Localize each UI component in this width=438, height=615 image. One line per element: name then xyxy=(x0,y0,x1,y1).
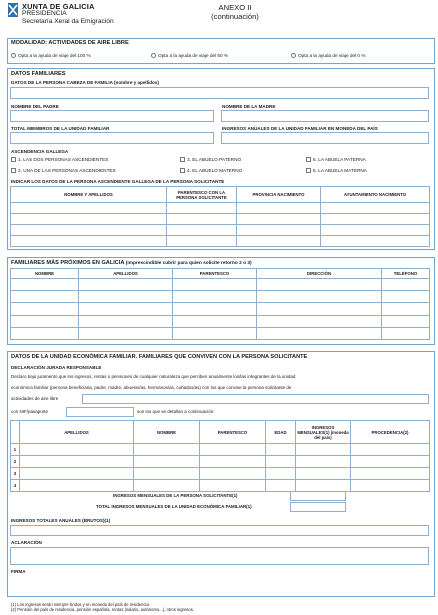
asc-checkbox-5[interactable] xyxy=(306,157,311,162)
proximos-subtitle: (imprescindible cubrir para quien solicite retorno 2 o 3) xyxy=(125,261,252,266)
col-header: PARENTESCO CON LA PERSONA SOLICITANTE xyxy=(167,187,237,203)
table-row xyxy=(11,303,430,315)
ingresos-anuales-label: INGRESOS ANUALES DE LA UNIDAD FAMILIAR EN MONEDA DEL PAÍS xyxy=(222,126,378,131)
table-row xyxy=(11,225,430,236)
proximos-table xyxy=(10,268,430,340)
familiares-title: DATOS FAMILIARES xyxy=(11,71,66,77)
org-department: PRESIDENCIA xyxy=(22,10,67,18)
table-row xyxy=(11,279,430,291)
ascendencia-label: ASCENDENCIA GALLEGA xyxy=(11,149,69,154)
head-label: DATOS DE LA PERSONA CABEZA DE FAMILIA (nombre y apellidos) xyxy=(11,80,159,85)
nif-field[interactable] xyxy=(66,407,134,417)
col-header: NOMBRE xyxy=(134,421,200,444)
col-header: TELÉFONO xyxy=(382,269,430,279)
col-header: EDAD xyxy=(266,421,296,444)
col-header: PARENTESCO xyxy=(200,421,266,444)
row-number: 2 xyxy=(11,456,20,468)
proximos-title-text: FAMILIARES MÁS PRÓXIMOS EN GALICIA xyxy=(11,260,125,266)
declaracion-text-1: Declaro bajo juramento que los ingresos, rentas o pensiones de cualquier naturaleza que perciben anualmente los/las integrantes de la unidad xyxy=(11,374,296,379)
col-header: NOMBRE xyxy=(11,269,79,279)
asc-option-2: 2. UNA DE LAS PERSONAS ASCENDIENTES xyxy=(18,168,116,173)
miembros-field[interactable] xyxy=(10,132,214,144)
totales-field[interactable] xyxy=(10,525,429,536)
asc-checkbox-2[interactable] xyxy=(11,168,16,173)
detallan-label: son los que se detallan a continuación: xyxy=(137,409,215,414)
ingresos-anuales-field[interactable] xyxy=(221,132,429,144)
asc-option-1: 1. LAS DOS PERSONAS ASCENDIENTES xyxy=(18,157,109,162)
asc-option-5: 5. LA ABUELA PATERNA xyxy=(313,157,366,162)
padre-field[interactable] xyxy=(10,110,214,122)
col-header: PARENTESCO xyxy=(173,269,257,279)
modalidad-title: MODALIDAD: ACTIVIDADES DE AIRE LIBRE xyxy=(11,40,129,46)
radio-50[interactable] xyxy=(151,53,156,58)
aclaracion-label: ACLARACIÓN xyxy=(11,540,42,545)
header xyxy=(8,3,436,33)
table-row xyxy=(11,214,430,225)
declaracion-text-3: actividades de aire libre xyxy=(11,396,59,401)
sum-solicitante-label: INGRESOS MENSUALES DE LA PERSONA SOLICITANTE(1) xyxy=(113,493,238,498)
col-header: INGRESOS MENSUALES(1) (moneda del país) xyxy=(296,421,351,444)
table-row xyxy=(11,203,430,214)
xunta-logo-icon xyxy=(8,3,18,17)
economica-table xyxy=(10,420,430,492)
economica-title: DATOS DE LA UNIDAD ECONÓMICA FAMILIAR. FAMILIARES QUE CONVIVEN CON LA PERSONA SOLICITANTE xyxy=(11,354,308,360)
head-name-field[interactable] xyxy=(10,87,429,99)
row-number: 3 xyxy=(11,468,20,480)
table-row xyxy=(11,315,430,327)
asc-option-4: 4. EL ABUELO MATERNO xyxy=(187,168,243,173)
footnote-2: (2) Pensión del país de residencia, pensión española, rentas (salario, autónomo...), otros ingresos. xyxy=(11,607,194,612)
footnote-1: (1) Los ingresos serán siempre brutos y en moneda del país de residencia. xyxy=(11,602,150,607)
option-100-label: Opta a la ayuda de viaje del 100 % xyxy=(18,53,91,58)
col-header: AYUNTAMIENTO NACIMIENTO xyxy=(321,187,430,203)
sum-total-label: TOTAL INGRESOS MENSUALES DE LA UNIDAD ECONÓMICA FAMILIAR(1) xyxy=(96,504,252,509)
col-header: APELLIDOS xyxy=(79,269,173,279)
table-row xyxy=(11,327,430,339)
asc-option-6: 6. LA ABUELA MATERNA xyxy=(313,168,367,173)
annex-line1: ANEXO II xyxy=(218,3,252,12)
sum-total-field[interactable] xyxy=(290,502,346,512)
col-header: PROCEDENCIA(2) xyxy=(351,421,430,444)
madre-label: NOMBRE DE LA MADRE xyxy=(222,104,276,109)
table-row xyxy=(11,291,430,303)
col-header: APELLIDOS xyxy=(20,421,134,444)
declaracion-label: DECLARACIÓN JURADA RESPONSABLE xyxy=(11,365,102,370)
row-number: 4 xyxy=(11,480,20,492)
option-0-label: Opta a la ayuda de viaje del 0 % xyxy=(298,53,366,58)
table-row xyxy=(11,236,430,247)
padre-label: NOMBRE DEL PADRE xyxy=(11,104,59,109)
asc-checkbox-4[interactable] xyxy=(180,168,185,173)
organization xyxy=(22,3,114,25)
org-name: XUNTA DE GALICIA xyxy=(22,2,95,11)
annex-title xyxy=(200,3,270,21)
declaracion-text-2: económica familiar (persona beneficiaria, padre, madre, abuelos/as, hermanos/as, cuñados/as) con los que convive la persona solicitante de xyxy=(11,385,292,390)
radio-0[interactable] xyxy=(291,53,296,58)
proximos-title xyxy=(11,260,252,266)
asc-option-3: 3. EL ABUELO PATERNO xyxy=(187,157,242,162)
option-50-label: Opta a la ayuda de viaje del 50 % xyxy=(158,53,229,58)
col-header: PROVINCIA NACIMIENTO xyxy=(237,187,321,203)
table-row xyxy=(11,456,430,468)
sum-solicitante-field[interactable] xyxy=(290,491,346,501)
annex-line2: (continuación) xyxy=(211,12,259,21)
miembros-label: TOTAL MIEMBROS DE LA UNIDAD FAMILIAR xyxy=(11,126,110,131)
table-row xyxy=(11,444,430,456)
footnotes xyxy=(11,602,194,612)
table-row xyxy=(11,468,430,480)
row-number: 1 xyxy=(11,444,20,456)
nif-label: con NIF/pasaporte xyxy=(11,409,49,414)
asc-checkbox-1[interactable] xyxy=(11,157,16,162)
asc-checkbox-3[interactable] xyxy=(180,157,185,162)
indicar-label: INDICAR LOS DATOS DE LA PERSONA ASCENDIENTE GALLEGA DE LA PERSONA SOLICITANTE xyxy=(11,179,225,184)
aclaracion-field[interactable] xyxy=(10,547,429,565)
madre-field[interactable] xyxy=(221,110,429,122)
col-header-num xyxy=(11,421,20,444)
org-secretariat: Secretaría Xeral da Emigración xyxy=(22,17,114,25)
ascendiente-table xyxy=(10,186,430,247)
col-header: NOMBRE Y APELLIDOS xyxy=(11,187,167,203)
firma-label: FIRMA xyxy=(11,569,26,574)
table-row xyxy=(11,480,430,492)
col-header: DIRECCIÓN xyxy=(257,269,382,279)
asc-checkbox-6[interactable] xyxy=(306,168,311,173)
declarant-name-field[interactable] xyxy=(82,394,429,404)
radio-100[interactable] xyxy=(11,53,16,58)
totales-label: INGRESOS TOTALES ANUALES (BRUTOS)(1) xyxy=(11,518,111,523)
